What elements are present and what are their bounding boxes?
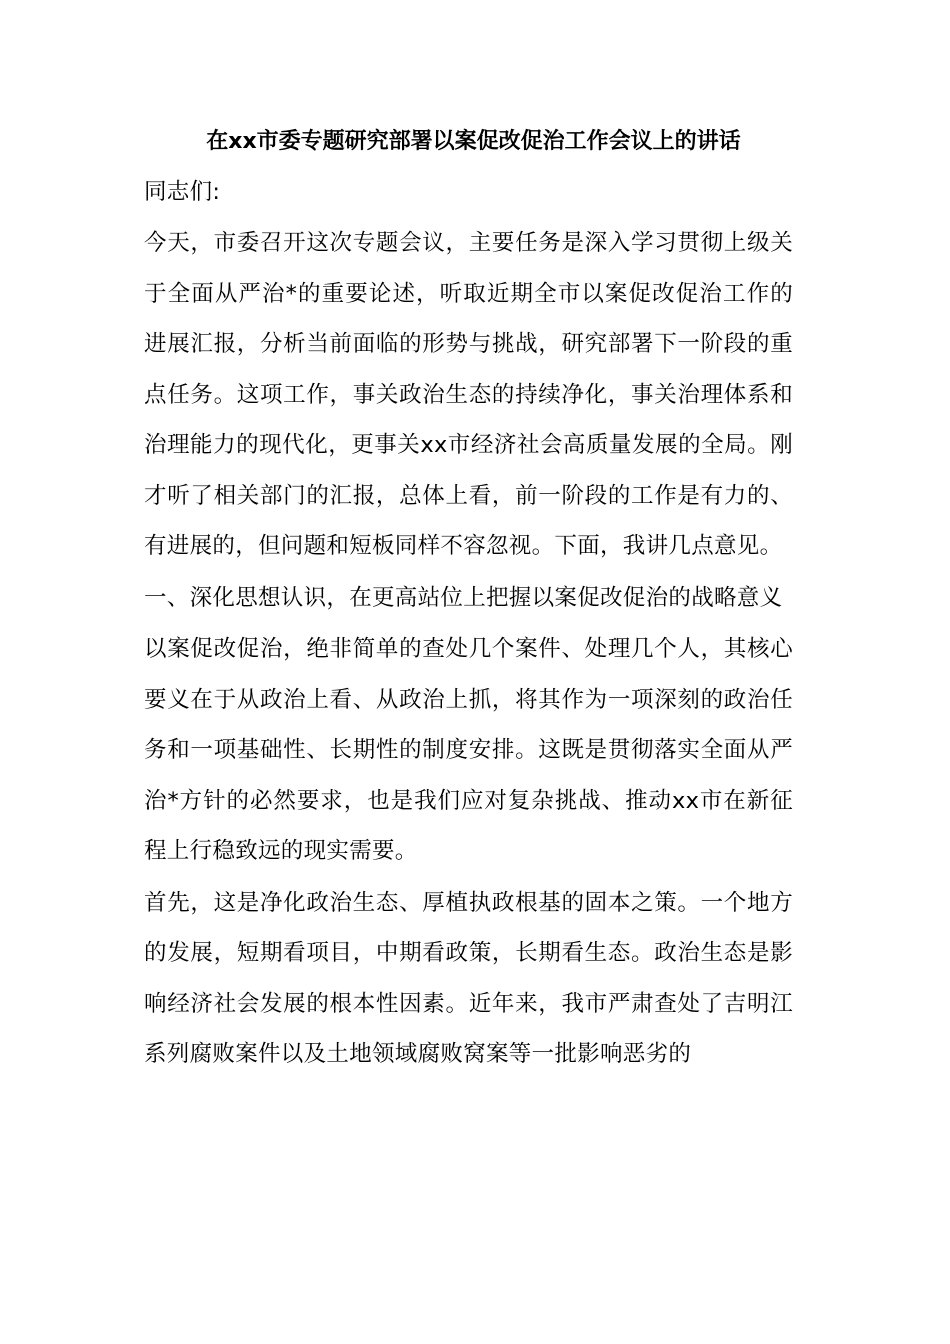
paragraph-intro: 今天，市委召开这次专题会议，主要任务是深入学习贯彻上级关于全面从严治*的重要论述，听取近期全市以案促改促治工作的进展汇报，分析当前面临的形势与挑战，研究部署下一阶段的重点任务。这项工作，事关政治生态的持续净化，事关治理体系和治理能力的现代化，更事关xx市经济社会高质量发展的全局。刚才听了相关部门的汇报，总体上看，前一阶段的工作是有力的、有进展的，但问题和短板同样不容忽视。下面，我讲几点意见。 (144, 230, 793, 559)
section-heading-1: 一、深化思想认识，在更高站位上把握以案促改促治的战略意义 (144, 584, 783, 611)
paragraph-significance: 以案促改促治，绝非简单的查处几个案件、处理几个人，其核心要义在于从政治上看、从政治上抓，将其作为一项深刻的政治任务和一项基础性、长期性的制度安排。这既是贯彻落实全面从严治*方针的必然要求，也是我们应对复杂挑战、推动xx市在新征程上行稳致远的现实需要。 (144, 636, 793, 864)
paragraph-first-point: 首先，这是净化政治生态、厚植执政根基的固本之策。一个地方的发展，短期看项目，中期看政策，长期看生态。政治生态是影响经济社会发展的根本性因素。近年来，我市严肃查处了吉明江系列腐败案件以及土地领域腐败窝案等一批影响恶劣的 (144, 889, 793, 1067)
document-title: 在xx市委专题研究部署以案促改促治工作会议上的讲话 (206, 129, 741, 154)
greeting: 同志们: (144, 179, 221, 205)
